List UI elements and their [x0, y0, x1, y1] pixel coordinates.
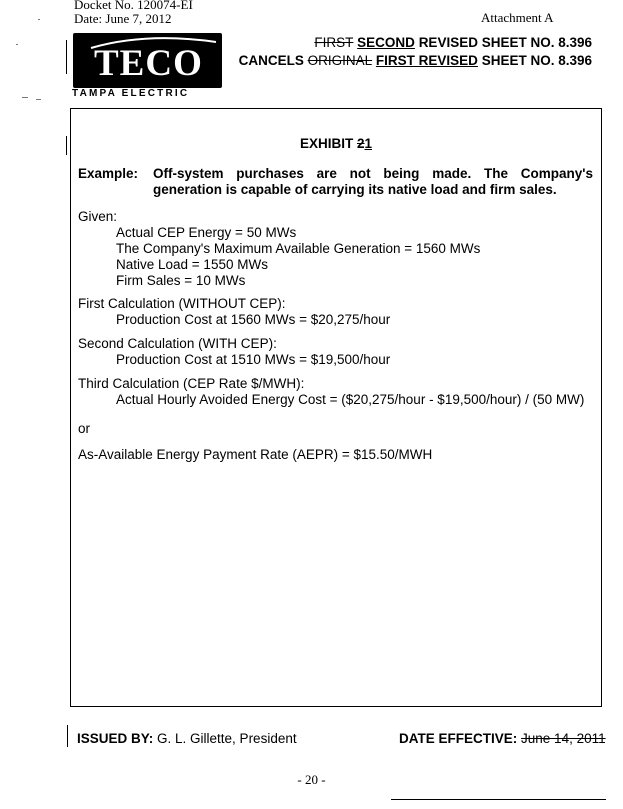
given-item: Native Load = 1550 MWs [116, 257, 268, 272]
struck-text: 2 [356, 136, 365, 151]
sheet-number-line [314, 35, 592, 50]
scan-mark [36, 99, 41, 100]
given-item: Actual CEP Energy = 50 MWs [116, 225, 297, 240]
issued-label: ISSUED BY: [77, 731, 154, 746]
third-calc-text: Actual Hourly Avoided Energy Cost = ($20,275/hour - $19,500/hour) / (50 MW) [116, 392, 585, 407]
attachment-label: Attachment A [481, 10, 554, 25]
struck-text: FIRST [314, 35, 354, 50]
revision-bar [66, 136, 67, 155]
cancels-line [239, 53, 592, 68]
logo-wordmark: TECO [94, 43, 203, 84]
or-text: or [78, 421, 91, 436]
effective-label: DATE EFFECTIVE: [399, 731, 518, 746]
scan-mark [22, 97, 28, 98]
example-label: Example: [78, 166, 139, 181]
scan-mark [38, 19, 40, 20]
issued-value: G. L. Gillette, President [157, 731, 297, 746]
aepr-text: As-Available Energy Payment Rate (AEPR) = $15.50/MWH [78, 447, 433, 462]
revision-bar [67, 725, 68, 747]
inserted-text: 1 [364, 136, 373, 151]
page-number: - 20 - [297, 772, 326, 787]
first-calc-label: First Calculation (WITHOUT CEP): [78, 296, 286, 311]
given-item: The Company's Maximum Available Generation = 1560 MWs [116, 241, 481, 256]
exhibit-title-text: EXHIBIT [299, 136, 357, 151]
docket-date: Date: June 7, 2012 [74, 11, 172, 26]
inserted-text: SECOND [357, 35, 415, 50]
cancels-prefix: CANCELS [238, 53, 304, 68]
cancels-sheet-text: SHEET NO. 8.396 [481, 53, 592, 68]
exhibit-title [70, 136, 602, 151]
docket-block [74, 0, 193, 26]
struck-text: ORIGINAL [307, 53, 373, 68]
second-calc-text: Production Cost at 1510 MWs = $19,500/hour [116, 352, 391, 367]
logo-subtitle: TAMPA ELECTRIC [72, 88, 190, 99]
third-calc-label: Third Calculation (CEP Rate $/MWH): [78, 376, 305, 391]
example-text: Off-system purchases are not being made. The Company's generation is capable of carrying its native load and firm sales. [153, 166, 593, 197]
footer-rule [391, 799, 606, 800]
sheet-number-text: REVISED SHEET NO. 8.396 [418, 35, 592, 50]
date-effective [399, 731, 606, 746]
given-label: Given: [78, 209, 118, 224]
given-item: Firm Sales = 10 MWs [116, 273, 246, 288]
inserted-text: FIRST REVISED [375, 53, 478, 68]
docket-number: Docket No. 120074-EI [74, 0, 193, 12]
first-calc-text: Production Cost at 1560 MWs = $20,275/hour [116, 312, 391, 327]
scan-mark [16, 44, 18, 45]
second-calc-label: Second Calculation (WITH CEP): [78, 336, 277, 351]
struck-text: June 14, 2011 [521, 731, 606, 746]
revision-bar [66, 40, 67, 74]
issued-by [77, 731, 297, 746]
